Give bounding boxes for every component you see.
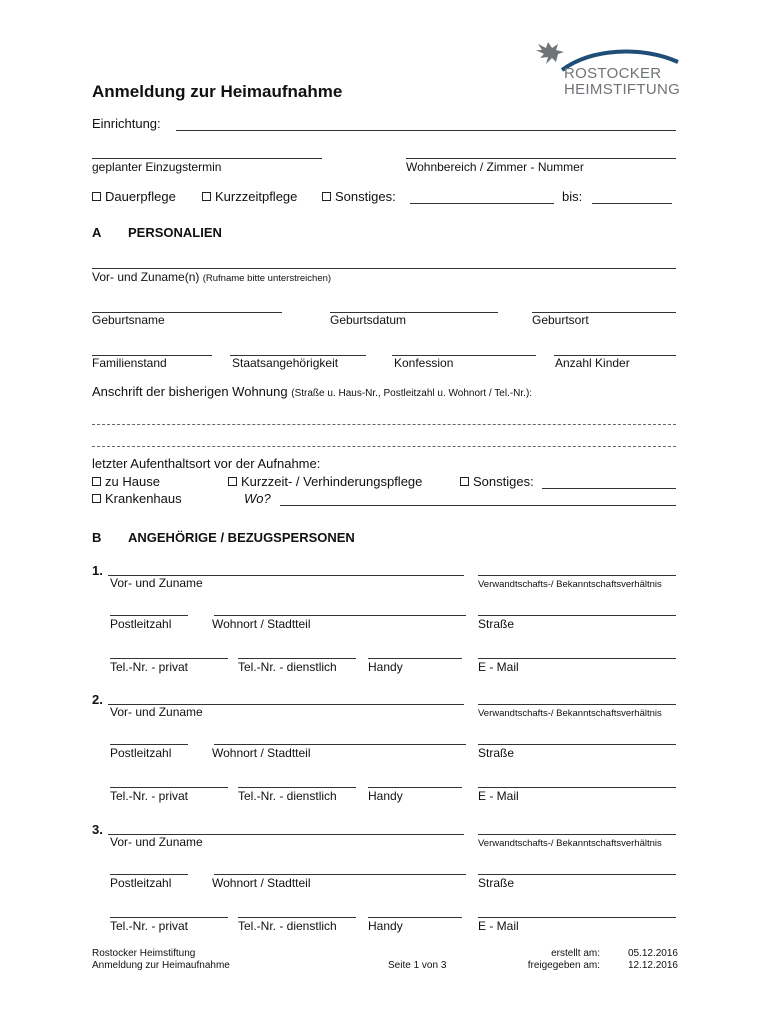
- footer-org: Rostocker Heimstiftung: [92, 948, 196, 959]
- person-email-label: E - Mail: [478, 919, 519, 933]
- geburtsort-label: Geburtsort: [532, 313, 589, 327]
- footer-page: Seite 1 von 3: [388, 960, 447, 971]
- anschrift-line-1[interactable]: [92, 424, 676, 425]
- person-plz-label: Postleitzahl: [110, 876, 172, 890]
- sonstiges-field[interactable]: [410, 203, 554, 204]
- name-field[interactable]: [92, 268, 676, 269]
- geburtsdatum-label: Geburtsdatum: [330, 313, 407, 327]
- person-tel-dienst-field[interactable]: [238, 658, 356, 659]
- person-email-field[interactable]: [478, 658, 676, 659]
- checkbox[interactable]: [92, 494, 101, 503]
- checkbox[interactable]: [92, 477, 101, 486]
- anschrift-label: Anschrift der bisherigen Wohnung (Straße u. Haus-Nr., Postleitzahl u. Wohnort / Tel.-Nr.):: [92, 384, 533, 399]
- person-verwandtschaft-field[interactable]: [478, 704, 676, 705]
- option-sonstiges[interactable]: Sonstiges:: [322, 189, 396, 204]
- person-number: 1.: [92, 563, 103, 578]
- wo-label: Wo?: [244, 491, 271, 506]
- checkbox[interactable]: [202, 192, 211, 201]
- geburtsname-label: Geburtsname: [92, 313, 165, 327]
- person-tel-privat-field[interactable]: [110, 787, 228, 788]
- staatsangehoerigkeit-label: Staatsangehörigkeit: [232, 356, 339, 370]
- bis-field[interactable]: [592, 203, 672, 204]
- person-tel-privat-label: Tel.-Nr. - privat: [110, 789, 189, 803]
- anzahl-kinder-label: Anzahl Kinder: [555, 356, 630, 370]
- option-krankenhaus[interactable]: Krankenhaus: [92, 491, 182, 506]
- einrichtung-label: Einrichtung:: [92, 116, 161, 131]
- footer-erstellt-date: 05.12.2016: [627, 948, 678, 959]
- person-email-label: E - Mail: [478, 789, 519, 803]
- person-strasse-label: Straße: [478, 746, 515, 760]
- person-tel-dienst-label: Tel.-Nr. - dienstlich: [238, 789, 337, 803]
- person-strasse-label: Straße: [478, 876, 515, 890]
- person-name-label: Vor- und Zuname: [110, 576, 203, 590]
- person-plz-label: Postleitzahl: [110, 617, 172, 631]
- aufenthalt-label: letzter Aufenthaltsort vor der Aufnahme:: [92, 456, 321, 471]
- einzugstermin-field[interactable]: [92, 158, 322, 159]
- person-name-label: Vor- und Zuname: [110, 835, 203, 849]
- person-plz-field[interactable]: [110, 615, 188, 616]
- person-verwandtschaft-field[interactable]: [478, 575, 676, 576]
- footer-freigegeben-label: freigegeben am:: [527, 960, 600, 971]
- section-b-title: ANGEHÖRIGE / BEZUGSPERSONEN: [128, 530, 355, 545]
- person-plz-label: Postleitzahl: [110, 746, 172, 760]
- person-tel-privat-field[interactable]: [110, 658, 228, 659]
- footer-erstellt-label: erstellt am:: [551, 948, 600, 959]
- option-kurzzeit[interactable]: Kurzzeit- / Verhinderungspflege: [228, 474, 422, 489]
- person-wohnort-field[interactable]: [214, 874, 466, 875]
- aufenthalt-sonstiges-field[interactable]: [542, 488, 676, 489]
- person-name-label: Vor- und Zuname: [110, 705, 203, 719]
- person-email-label: E - Mail: [478, 660, 519, 674]
- einzugstermin-label: geplanter Einzugstermin: [92, 160, 222, 174]
- person-handy-field[interactable]: [368, 658, 462, 659]
- person-handy-label: Handy: [368, 789, 403, 803]
- person-handy-label: Handy: [368, 919, 403, 933]
- person-tel-dienst-field[interactable]: [238, 917, 356, 918]
- option-kurzzeitpflege[interactable]: Kurzzeitpflege: [202, 189, 297, 204]
- anschrift-line-2[interactable]: [92, 446, 676, 447]
- checkbox[interactable]: [460, 477, 469, 486]
- person-tel-dienst-field[interactable]: [238, 787, 356, 788]
- logo: [532, 40, 682, 100]
- konfession-label: Konfession: [394, 356, 454, 370]
- person-handy-label: Handy: [368, 660, 403, 674]
- person-number: 3.: [92, 822, 103, 837]
- person-wohnort-label: Wohnort / Stadtteil: [212, 617, 311, 631]
- person-wohnort-label: Wohnort / Stadtteil: [212, 876, 311, 890]
- person-email-field[interactable]: [478, 917, 676, 918]
- person-tel-privat-field[interactable]: [110, 917, 228, 918]
- page-title: Anmeldung zur Heimaufnahme: [92, 82, 343, 101]
- person-tel-dienst-label: Tel.-Nr. - dienstlich: [238, 919, 337, 933]
- wohnbereich-field[interactable]: [406, 158, 676, 159]
- person-verwandtschaft-label: Verwandtschafts-/ Bekanntschaftsverhältnis: [478, 838, 662, 849]
- person-strasse-field[interactable]: [478, 874, 676, 875]
- wo-field[interactable]: [280, 505, 676, 506]
- person-wohnort-field[interactable]: [214, 744, 466, 745]
- person-tel-privat-label: Tel.-Nr. - privat: [110, 919, 189, 933]
- wohnbereich-label: Wohnbereich / Zimmer - Nummer: [406, 160, 584, 174]
- person-email-field[interactable]: [478, 787, 676, 788]
- logo-line1: ROSTOCKER: [564, 65, 662, 82]
- person-verwandtschaft-label: Verwandtschafts-/ Bekanntschaftsverhältnis: [478, 579, 662, 590]
- einrichtung-field[interactable]: [176, 130, 676, 131]
- person-verwandtschaft-label: Verwandtschafts-/ Bekanntschaftsverhältnis: [478, 708, 662, 719]
- name-label: Vor- und Zuname(n) (Rufname bitte unterstreichen): [92, 270, 332, 284]
- footer-doc: Anmeldung zur Heimaufnahme: [92, 960, 230, 971]
- person-handy-field[interactable]: [368, 787, 462, 788]
- person-wohnort-field[interactable]: [214, 615, 466, 616]
- footer-freigegeben-date: 12.12.2016: [627, 960, 678, 971]
- person-tel-dienst-label: Tel.-Nr. - dienstlich: [238, 660, 337, 674]
- person-number: 2.: [92, 692, 103, 707]
- checkbox[interactable]: [322, 192, 331, 201]
- checkbox[interactable]: [228, 477, 237, 486]
- person-plz-field[interactable]: [110, 874, 188, 875]
- bis-label: bis:: [562, 189, 583, 204]
- person-wohnort-label: Wohnort / Stadtteil: [212, 746, 311, 760]
- person-strasse-label: Straße: [478, 617, 515, 631]
- checkbox[interactable]: [92, 192, 101, 201]
- section-a-title: PERSONALIEN: [128, 225, 222, 240]
- person-handy-field[interactable]: [368, 917, 462, 918]
- section-b-letter: B: [92, 530, 102, 545]
- option-zu-hause[interactable]: zu Hause: [92, 474, 160, 489]
- person-tel-privat-label: Tel.-Nr. - privat: [110, 660, 189, 674]
- person-verwandtschaft-field[interactable]: [478, 834, 676, 835]
- option-sonstiges-aufenthalt[interactable]: Sonstiges:: [460, 474, 534, 489]
- logo-line2: HEIMSTIFTUNG: [564, 81, 681, 98]
- person-plz-field[interactable]: [110, 744, 188, 745]
- person-strasse-field[interactable]: [478, 615, 676, 616]
- person-strasse-field[interactable]: [478, 744, 676, 745]
- section-a-letter: A: [92, 225, 102, 240]
- option-dauerpflege[interactable]: Dauerpflege: [92, 189, 176, 204]
- familienstand-label: Familienstand: [92, 356, 167, 370]
